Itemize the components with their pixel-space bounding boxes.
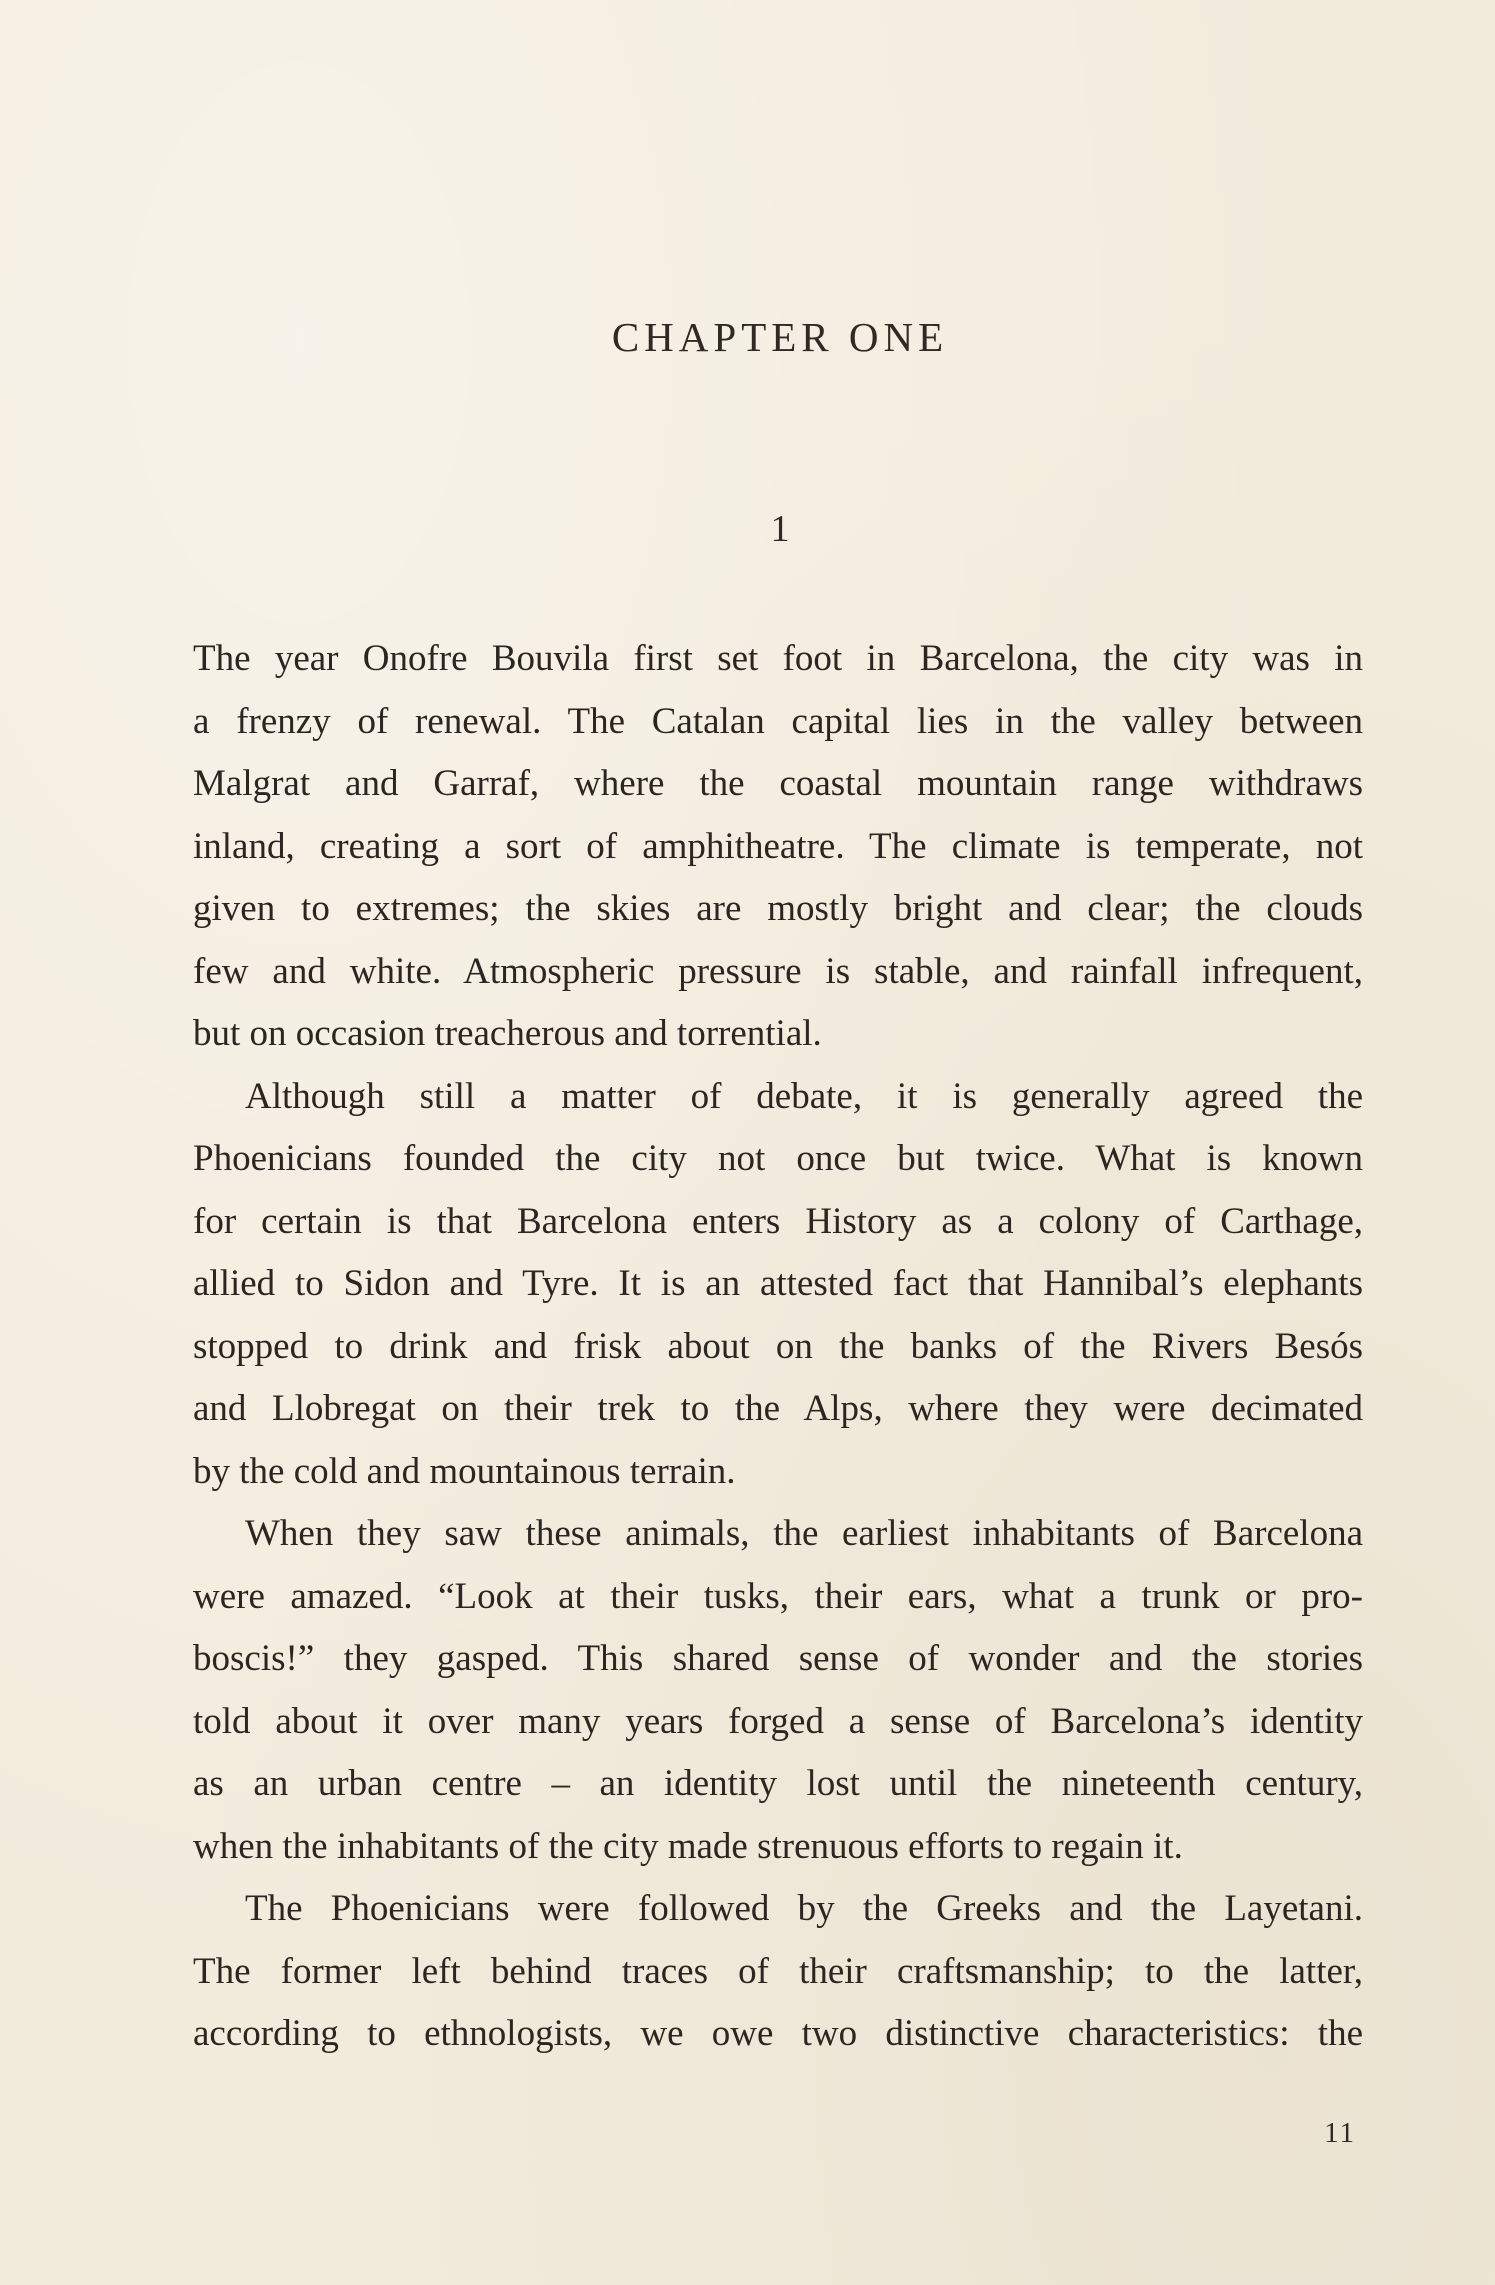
- text-line: but on occasion treacherous and torrential.: [193, 1013, 822, 1054]
- chapter-title: CHAPTER ONE: [611, 314, 949, 360]
- text-line: according to ethnologists, we owe two distinctive characteristics: the: [193, 2013, 1363, 2054]
- text-line: Although still a matter of debate, it is generally agreed the: [245, 1075, 1363, 1117]
- text-line: for certain is that Barcelona enters History as a colony of Carthage,: [193, 1200, 1363, 1242]
- text-line: stopped to drink and frisk about on the banks of the Rivers Besós: [193, 1325, 1363, 1367]
- text-line: by the cold and mountainous terrain.: [193, 1450, 736, 1492]
- text-line: When they saw these animals, the earliest inhabitants of Barcelona: [245, 1513, 1363, 1554]
- page-number: 11: [1324, 2117, 1356, 2149]
- text-line: Phoenicians founded the city not once but twice. What is known: [193, 1138, 1363, 1179]
- text-line: and Llobregat on their trek to the Alps, where they were decimated: [193, 1388, 1363, 1429]
- text-line: The year Onofre Bouvila first set foot in Barcelona, the city was in: [193, 638, 1363, 679]
- text-line: as an urban centre – an identity lost until the nineteenth century,: [193, 1763, 1363, 1804]
- text-line: given to extremes; the skies are mostly bright and clear; the clouds: [193, 888, 1363, 929]
- text-line: The Phoenicians were followed by the Greeks and the Layetani.: [245, 1888, 1363, 1929]
- body-text: [193, 628, 1363, 2066]
- text-line: told about it over many years forged a sense of Barcelona’s identity: [193, 1700, 1363, 1742]
- text-line: Malgrat and Garraf, where the coastal mountain range withdraws: [193, 763, 1363, 804]
- text-line: boscis!” they gasped. This shared sense of wonder and the stories: [193, 1638, 1363, 1679]
- section-number: 1: [770, 508, 790, 550]
- text-line: a frenzy of renewal. The Catalan capital lies in the valley between: [193, 700, 1363, 742]
- paragraph: [193, 1066, 1363, 1504]
- paragraph: [193, 1503, 1363, 1878]
- paragraph: [193, 628, 1363, 1066]
- text-line: The former left behind traces of their craftsmanship; to the latter,: [193, 1950, 1363, 1992]
- paragraph: [193, 1878, 1363, 2066]
- text-line: few and white. Atmospheric pressure is stable, and rainfall infrequent,: [193, 950, 1363, 992]
- text-line: were amazed. “Look at their tusks, their ears, what a trunk or pro-: [193, 1575, 1363, 1617]
- text-line: when the inhabitants of the city made strenuous efforts to regain it.: [193, 1825, 1183, 1867]
- text-line: inland, creating a sort of amphitheatre. The climate is temperate, not: [193, 825, 1363, 867]
- text-line: allied to Sidon and Tyre. It is an attested fact that Hannibal’s elephants: [193, 1263, 1363, 1304]
